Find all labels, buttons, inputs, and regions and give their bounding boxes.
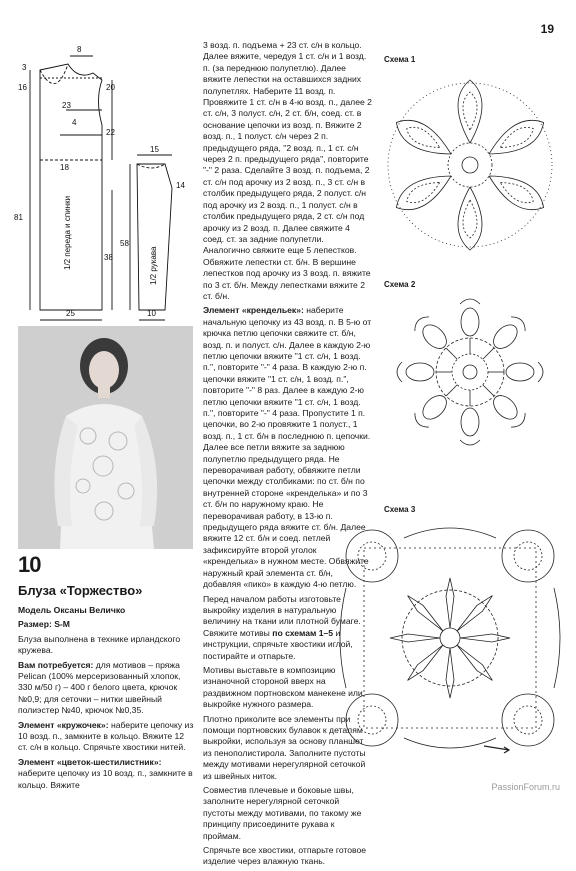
dim-label: 58 <box>120 239 129 248</box>
dim-label: 20 <box>106 83 115 92</box>
page-number: 19 <box>540 22 554 36</box>
paragraph: Мотивы выставьте в композицию изнаночной стороной вверх на раздвижном портновском манекене или выкройке нужного размера. <box>203 664 363 710</box>
paragraph: Плотно приколите все элементы при помощи портновских булавок к деталям выкройки, используя за основу планшет из пенополистирола. Заполните пустоты между мотивами нерегулярной сеточкой из швейных ниток. <box>203 713 366 781</box>
dim-label: 8 <box>77 45 82 54</box>
model-number: 10 <box>18 552 41 577</box>
krendelek-label: Элемент «крендельек»: <box>203 305 304 316</box>
paragraph: 3 возд. п. подъема + 23 ст. с/н в кольцо. Далее вяжите, чередуя 1 ст. с/н и 1 возд. п. (за переднюю полупетлю). Далее вяжите лепестки на оставшихся задних полупетлях. Наберите 11 возд. п. Провяжите 1 ст. с/н в 4-ю возд. п., далее 2 ст. с/н, 3 полуст. с/н, 2 ст. б/н, соед. ст. в основание цепочки из возд. п. Вяжите 2 возд. п., 1 полуст. с/н через 2 п. предыдущего ряда, "2 возд. п., 1 ст. с/н через 2 п. предыдущего ряда", повторите "-" 2 раза. Сделайте 3 возд. п. подъема, 2 ст. с/н под арочку из 2 возд. п., 3 ст. с/н в столбик предыдущего ряда, 2 полуст. с/н под арочку из 2 возд. п., 1 полуст. с/н в столбик предыдущего ряда, 2 ст. с/н под арочку из 2 возд. п. Далее свяжите 4 соед. ст. за задние полупетли. Аналогично свяжите еще 5 лепестков. Обвяжите лепестки ст. б/н. В вершине лепестков под арочку из 3 возд. п. вяжите по 3 ст. б/н. Между лепестками вяжите 2 ст. б/н. <box>203 40 372 301</box>
materials-label: Вам потребуется: <box>18 659 94 670</box>
dim-label: 38 <box>104 253 113 262</box>
draft-front-caption: 1/2 переда и спинки <box>63 195 72 270</box>
dim-label: 14 <box>176 181 185 190</box>
dim-label: 81 <box>14 213 23 222</box>
dim-label: 15 <box>150 145 159 154</box>
schemes-ref: по схемам 1–5 <box>272 627 334 638</box>
scheme-3-diagram <box>334 518 566 758</box>
materials-text: для мотивов – пряжа Pelican (100% мерсеризованный хлопок, 330 м/50 г) – 400 г белого цвета, крючок №0,9; для сеточки – нитки швейный полиэстер №40, крючок №0,35. <box>18 659 181 716</box>
scheme-1-label: Схема 1 <box>384 55 416 64</box>
watermark: PassionForum.ru <box>491 782 560 792</box>
dim-label: 22 <box>106 128 115 137</box>
cvetok-label: Элемент «цветок-шестилистник»: <box>18 756 162 767</box>
draft-sleeve-caption: 1/2 рукава <box>149 246 158 285</box>
model-author: Модель Оксаны Величко <box>18 605 126 615</box>
cvetok-text: наберите цепочку из 10 возд. п., замкните в кольцо. Вяжите <box>18 768 193 790</box>
paragraph: Спрячьте все хвостики, отпарьте готовое изделие через влажную ткань. <box>203 845 367 867</box>
paragraph: Перед началом работы изготовьте выкройку изделия в натуральную величину на ткани или плотной бумаге. Свяжите мотивы <box>203 593 361 638</box>
krendelek-text: наберите начальную цепочку из 43 возд. п. В 5-ю от крючка петлю цепочки свяжите ст. б/н, возд. п. и полуст. с/н. Далее в каждую 2-ю петлю цепочки вяжите "1 ст. с/н, 1 возд. п.", повторите "-" 4 раза. В каждую 2-ю п. цепочки вяжите "1 ст. с/н, 1 возд. п.", повторите "-" 8 раз. Далее в каждую 2-ю петлю цепочки вяжите "1 ст. с/н, 1 возд. п.", повторите "-" 4 раза. Пропустите 1 п. цепочки, во 2-ю провяжите 1 полуст., 1 возд. п., 1 ст. б/н в последнюю п. цепочки. Далее все петли вяжите за заднюю полупетлю предыдущего ряда. Не переворачивая работу, обвяжите петли цепочки между столбиками: по ст. б/н по внутренней стороне «кренделька» и по 3 ст. б/н по наружному краю. Не переворачивая работу, в 13-ю п. предыдущего ряда вяжите ст. б/н. Далее вяжите 12 ст. б/н и соед. петлей зафиксируйте второй уголок «кренделька» в нужном месте. Обвяжите наружный край элемента ст. б/н, добавляя «пико» в каждую 4-ю петлю. <box>203 305 372 590</box>
scheme-2-diagram <box>390 292 550 452</box>
size-label: Размер: <box>18 619 52 630</box>
dim-label: 4 <box>72 118 77 127</box>
paragraph: Совместив плечевые и боковые швы, заполните нерегулярной сеточкой пустоты между мотивами, по такому же принципу присоедините рукава к проймам. <box>203 785 362 841</box>
technique-text: Блуза выполнена в технике ирландского кружева. <box>18 633 181 656</box>
model-title: Блуза «Торжество» <box>18 583 143 598</box>
kruzhochek-label: Элемент «кружочек»: <box>18 719 109 730</box>
dim-label: 18 <box>60 163 69 172</box>
pattern-draft <box>0 40 200 320</box>
scheme-2-label: Схема 2 <box>384 280 416 289</box>
dim-label: 23 <box>62 101 71 110</box>
dim-label: 25 <box>66 309 75 318</box>
model-photo <box>18 326 193 549</box>
kruzhochek-text: наберите цепочку из 10 возд. п., замкните в кольцо. Вяжите 12 ст. с/н в кольцо. Спрячьте хвостики нитей. <box>18 719 194 753</box>
scheme-1-diagram <box>380 70 560 260</box>
dim-label: 10 <box>147 309 156 318</box>
dim-label: 3 <box>22 63 27 72</box>
left-column <box>18 605 196 794</box>
dim-label: 16 <box>18 83 27 92</box>
paragraph: и инструкции, спрячьте хвостики иглой, постирайте и отпарьте. <box>203 627 353 661</box>
scheme-3-label: Схема 3 <box>384 505 416 514</box>
size-value: S-M <box>54 619 70 630</box>
